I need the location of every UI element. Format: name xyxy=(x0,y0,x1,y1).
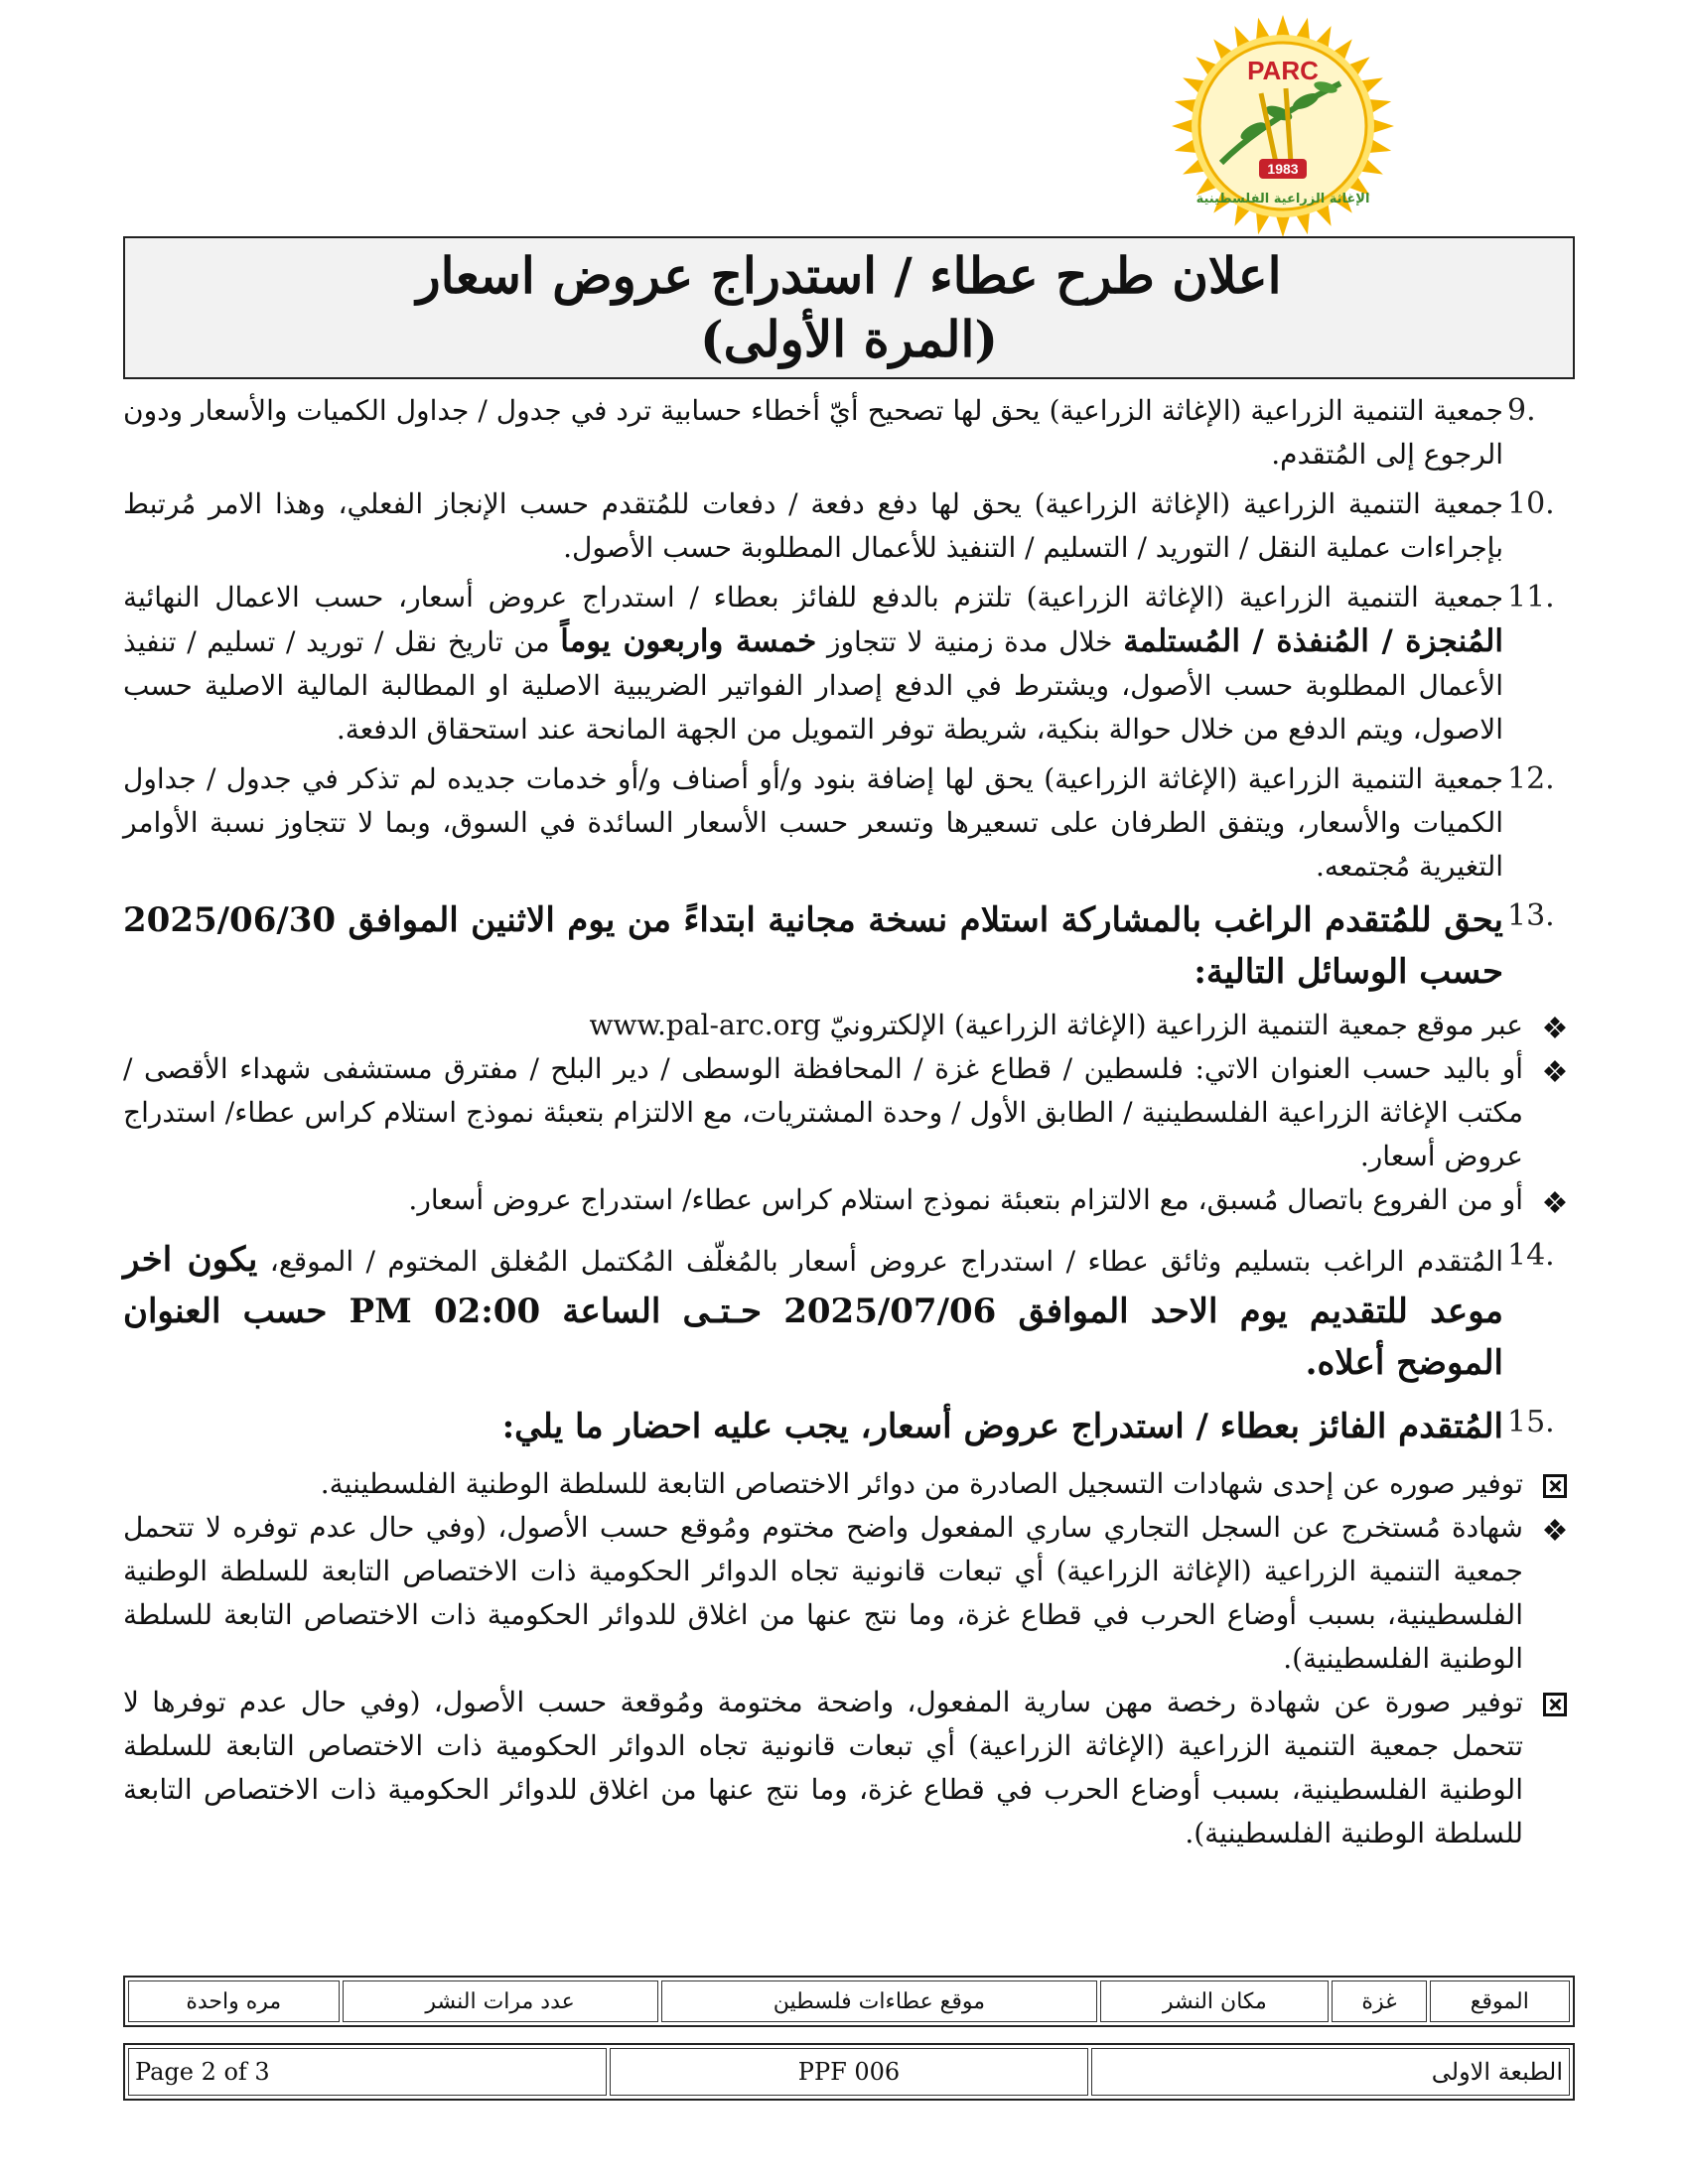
terms-list xyxy=(123,389,1575,1855)
term-text: جمعية التنمية الزراعية (الإغاثة الزراعية) يحق لها دفع دفعة / دفعات للمُتقدم حسب الإنجاز الفعلي، وهذا الامر مُرتبط بإجراءات عملية النقل / التوريد / التسليم / التنفيذ للأعمال المطلوبة حسب الأصول. xyxy=(123,487,1503,564)
table-cell: موقع عطاءات فلسطين xyxy=(661,1980,1098,2022)
term-item-10 xyxy=(123,482,1575,570)
table-cell: مره واحدة xyxy=(128,1980,340,2022)
diamond-bullet-icon: ❖ xyxy=(1541,1055,1569,1090)
term-item-12 xyxy=(123,757,1575,888)
announcement-subtitle: (المرة الأولى) xyxy=(700,310,998,368)
bullet-text: شهادة مُستخرج عن السجل التجاري ساري المفعول واضح مختوم ومُوقع حسب الأصول، (وفي حال عدم توفره لا تتحمل جمعية التنمية الزراعية (الإغاثة الزراعية) أي تبعات قانونية تجاه الدوائر الحكومية ذات الاختصاص التابعة للسلطة الوطنية الفلسطينية، بسبب أوضاع الحرب في قطاع غزة، وما نتج عنها من اغلاق للدوائر الحكومية ذات الاختصاص التابعة للسلطة الوطنية الفلسطينية). xyxy=(123,1511,1523,1675)
term-text-part: المُتقدم الراغب بتسليم وثائق عطاء / استدراج عروض أسعار بالمُغلّف المُكتمل المُغلق المختوم / الموقع، xyxy=(257,1245,1503,1278)
term-text-part: جمعية التنمية الزراعية (الإغاثة الزراعية) تلتزم بالدفع للفائز بعطاء / استدراج عروض أسعار، حسب الاعمال النهائية xyxy=(123,581,1503,614)
term-item-11 xyxy=(123,576,1575,751)
term-number: 12. xyxy=(1507,761,1555,796)
checkbox-bullet-icon xyxy=(1535,1685,1575,1729)
term-text-part: من تاريخ نقل / توريد / تسليم / تنفيذ الأعمال المطلوبة حسب الأصول، ويشترط في الدفع إصدار الفواتير الضريبية الاصلية او المطالبة المالية الاصلية حسب الاصول، ويتم الدفع من خلال حوالة بنكية، شريطة توفر التمويل من الجهة المانحة عند استحقاق الدفعة. xyxy=(123,625,1503,746)
page-number-cell: Page 2 of 3 xyxy=(128,2048,607,2096)
checkbox-bullet-icon xyxy=(1535,1466,1575,1511)
list-item xyxy=(123,1506,1575,1681)
term-item-14 xyxy=(123,1234,1575,1389)
parc-logo xyxy=(1023,14,1559,238)
table-cell: مكان النشر xyxy=(1100,1980,1329,2022)
term-number: 11. xyxy=(1507,580,1555,614)
table-cell: الموقع xyxy=(1430,1980,1570,2022)
publication-info-table xyxy=(123,1976,1575,2027)
term-number: 10. xyxy=(1507,486,1555,521)
term-number: 9. xyxy=(1507,393,1536,428)
logo-year: 1983 xyxy=(1267,161,1299,177)
term-text xyxy=(123,1234,1503,1389)
edition-cell: الطبعة الاولى xyxy=(1091,2048,1570,2096)
bullet-text: توفير صورة عن شهادة رخصة مهن سارية المفعول، واضحة مختومة ومُوقعة حسب الأصول، (وفي حال عدم توفرها لا تتحمل جمعية التنمية الزراعية (الإغاثة الزراعية) أي تبعات قانونية تجاه الدوائر الحكومية ذات الاختصاص التابعة للسلطة الوطنية الفلسطينية، بسبب أوضاع الحرب في قطاع غزة، وما نتج عنها من اغلاق للدوائر الحكومية ذات الاختصاص التابعة للسلطة الوطنية الفلسطينية). xyxy=(123,1686,1523,1849)
term-number: 15. xyxy=(1507,1405,1555,1439)
term-text xyxy=(123,576,1503,751)
list-item xyxy=(123,1047,1575,1178)
term-text: يحق للمُتقدم الراغب بالمشاركة استلام نسخة مجانية ابتداءً من يوم الاثنين الموافق 2025/06/30 حسب الوسائل التالية: xyxy=(123,900,1503,992)
term-item-9 xyxy=(123,389,1575,477)
term-bold-part: يكون اخر موعد للتقديم يوم الاحد الموافق 2025/07/06 حـتـى الساعة 02:00 PM حسب العنوان الموضح أعلاه. xyxy=(123,1240,1503,1383)
bullet-text: أو باليد حسب العنوان الاتي: فلسطين / قطاع غزة / المحافظة الوسطى / دير البلح / مفترق مستشفى شهداء الأقصى / مكتب الإغاثة الزراعية الفلسطينية / الطابق الأول / وحدة المشتريات، مع الالتزام بتعبئة نموذج استلام كراس عطاء/ استدراج عروض أسعار. xyxy=(123,1052,1523,1172)
diamond-bullet-icon: ❖ xyxy=(1541,1012,1569,1046)
term-text: المُتقدم الفائز بعطاء / استدراج عروض أسعار، يجب عليه احضار ما يلي: xyxy=(501,1407,1503,1446)
term-number: 13. xyxy=(1507,898,1555,933)
logo-org-name: الإغاثة الزراعية الفلسطينية xyxy=(1196,192,1370,206)
logo-letters: PARC xyxy=(1247,56,1319,85)
diamond-bullet-icon: ❖ xyxy=(1541,1514,1569,1549)
bullet-text: عبر موقع جمعية التنمية الزراعية (الإغاثة الزراعية) الإلكترونيّ www.pal-arc.org xyxy=(589,1009,1523,1041)
diamond-bullet-icon: ❖ xyxy=(1541,1186,1569,1221)
term-text-part: خلال مدة زمنية لا تتجاوز xyxy=(816,625,1124,658)
document-footer-table xyxy=(123,2043,1575,2101)
announcement-title-box xyxy=(123,236,1575,379)
announcement-title: اعلان طرح عطاء / استدراج عروض اسعار xyxy=(416,246,1282,305)
table-cell: غزة xyxy=(1332,1980,1426,2022)
list-item xyxy=(123,1004,1575,1047)
term-item-13 xyxy=(123,894,1575,998)
term-text: جمعية التنمية الزراعية (الإغاثة الزراعية) يحق لها تصحيح أيّ أخطاء حسابية ترد في جدول / جداول الكميات والأسعار ودون الرجوع إلى المُتقدم. xyxy=(123,394,1503,471)
bullet-text: أو من الفروع باتصال مُسبق، مع الالتزام بتعبئة نموذج استلام كراس عطاء/ استدراج عروض أسعار. xyxy=(408,1183,1523,1216)
bullet-text: توفير صوره عن إحدى شهادات التسجيل الصادرة من دوائر الاختصاص التابعة للسلطة الوطنية الفلسطينية. xyxy=(320,1467,1523,1500)
term-bold-part: المُنجزة / المُنفذة / المُستلمة xyxy=(1123,623,1503,659)
table-cell: عدد مرات النشر xyxy=(343,1980,658,2022)
term-number: 14. xyxy=(1507,1238,1555,1273)
form-code-cell: PPF 006 xyxy=(610,2048,1088,2096)
term-item-15 xyxy=(123,1401,1575,1452)
list-item xyxy=(123,1462,1575,1506)
term-bold-part: خمسة واربعون يوماً xyxy=(560,623,817,659)
list-item xyxy=(123,1681,1575,1855)
list-item xyxy=(123,1178,1575,1222)
term-text: جمعية التنمية الزراعية (الإغاثة الزراعية) يحق لها إضافة بنود و/أو أصناف و/أو خدمات جديده لم تذكر في جدول / جداول الكميات والأسعار، ويتفق الطرفان على تسعيرها وتسعر حسب الأسعار السائدة في السوق، وبما لا تتجاوز نسبة الأوامر التغيرية مُجتمعه. xyxy=(123,762,1503,883)
